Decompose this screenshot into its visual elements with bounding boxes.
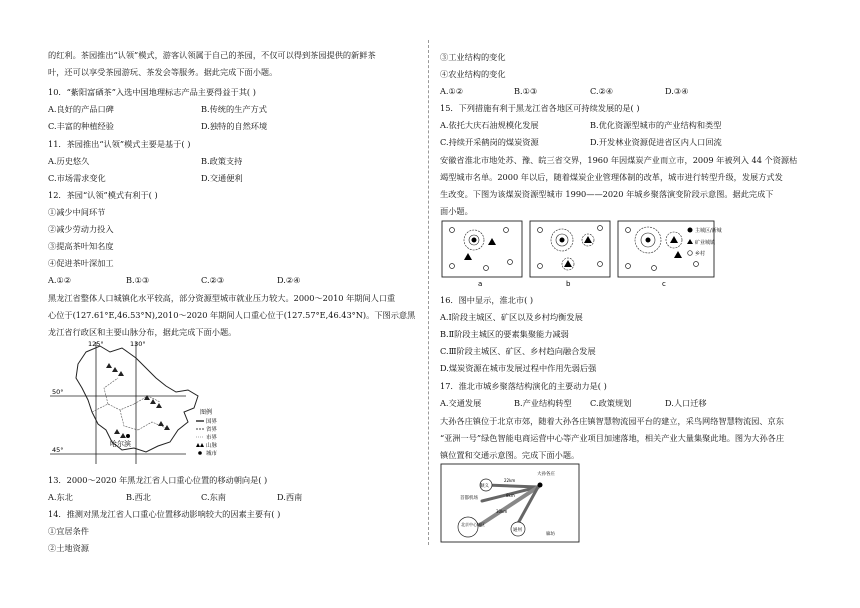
q11-option-b[interactable]: B.政策支持 (201, 156, 243, 166)
lon-130-label: 130° (130, 340, 146, 348)
province-outline (76, 346, 198, 452)
q11-option-a[interactable]: A.历史悠久 (48, 156, 90, 166)
question-14: 14．推测对黑龙江省人口重心位置移动影响较大的因素主要有( ) (48, 509, 281, 519)
dasungezhuang-passage: “亚洲一号”绿色智能电商运营中心等产业项目加速落地，相关产业大量集聚此地。图为大孙各庄 (440, 433, 785, 443)
distance-label: 8km (506, 493, 515, 498)
legend-item: 市界 (206, 435, 218, 441)
huaibei-passage: 面小题。 (440, 206, 473, 216)
huaibei-passage: 安徽省淮北市地处苏、豫、皖三省交界，1960 年因煤炭产业而立市，2009 年被列入 44 个资源枯 (440, 155, 798, 165)
q10-option-b[interactable]: B.传统的生产方式 (201, 104, 267, 114)
question-17: 17．淮北市城乡聚落结构演化的主要动力是( ) (440, 381, 607, 391)
dasungezhuang-label: 大孙各庄 (537, 472, 555, 477)
q14-statement-3: ③工业结构的变化 (440, 52, 506, 62)
q11-option-d[interactable]: D.交通便利 (201, 173, 243, 183)
q17-option-c[interactable]: C.政策规划 (590, 398, 632, 408)
question-12: 12．茶园“认领”模式有利于( ) (48, 190, 158, 200)
question-11: 11．茶园推出“认领”模式主要是基于( ) (48, 139, 191, 149)
intro-text: 叶，还可以享受茶园游玩、茶发会等服务。据此完成下面小题。 (48, 67, 278, 77)
settlement-evolution-figure (440, 218, 722, 288)
q10-option-a[interactable]: A.良好的产品口碑 (48, 104, 114, 114)
dasungezhuang-location-map (440, 463, 580, 543)
q16-option-c[interactable]: C.Ⅲ阶段主城区、矿区、乡村趋向融合发展 (440, 346, 596, 356)
q17-option-a[interactable]: A.交通发展 (440, 398, 482, 408)
question-15: 15．下列措施有利于黑龙江省各地区可持续发展的是( ) (440, 103, 640, 113)
beijing-center-label: 北京中心城区 (461, 522, 485, 527)
q17-option-b[interactable]: B.产业结构转型 (514, 398, 572, 408)
q16-option-b[interactable]: B.Ⅱ阶段主城区的要素集聚能力减弱 (440, 329, 569, 339)
heilongjiang-passage: 黑龙江省整体人口城镇化水平较高，部分资源型城市就业压力较大。2000～2010 年期间人口重 (48, 293, 396, 303)
stage-a-label: a (478, 280, 483, 288)
lat-45-label: 45° (52, 446, 64, 454)
stage-a-panel (442, 221, 522, 288)
intro-text: 的红利。茶园推出“认领”模式，游客认领属于自己的茶园，不仅可以得到茶园提供的新鲜茶 (48, 50, 376, 60)
q16-option-d[interactable]: D.煤炭资源在城市发展过程中作用先弱后强 (440, 363, 597, 373)
stage-b-panel (530, 221, 610, 288)
stage-c-label: c (662, 280, 666, 288)
heilongjiang-passage: 心位于(127.61°E,46.53°N),2010～2020 年期间人口重心位于(127.57°E,46.43°N)。下图示意黑 (48, 310, 416, 320)
q12-option-b[interactable]: B.①③ (126, 275, 150, 285)
q11-option-c[interactable]: C.市场需求变化 (48, 173, 106, 183)
stage-c-panel (618, 221, 722, 288)
q14-option-a[interactable]: A.①② (440, 86, 464, 96)
question-16: 16．图中显示，淮北市( ) (440, 295, 534, 305)
q15-option-b[interactable]: B.优化资源型城市的产业结构和类型 (590, 120, 722, 130)
dasungezhuang-passage: 大孙各庄镇位于北京市郊，随着大孙各庄镇智慧物流园平台的建立，采鸟网络智慧物流园、京东 (440, 416, 784, 426)
legend-item: 城市 (206, 451, 218, 457)
dasungezhuang-passage: 镇位置和交通示意图。完成下面小题。 (440, 450, 580, 460)
q14-option-d[interactable]: D.③④ (665, 86, 689, 96)
q17-option-d[interactable]: D.人口迁移 (665, 398, 707, 408)
distance-label: 30km (496, 509, 508, 514)
q14-statement-4: ④农业结构的变化 (440, 69, 506, 79)
question-13: 13．2000～2020 年黑龙江省人口重心位置的移动朝向是( ) (48, 475, 268, 485)
huaibei-passage: 竭型城市名单。2000 年以后，随着煤炭企业管理体制的改革，城市进行转型升级，发展方式发 (440, 172, 783, 182)
distance-label: 22km (504, 478, 516, 483)
stage-b-label: b (566, 280, 571, 288)
airport-label: 首都机场 (460, 496, 478, 501)
q12-statement-1: ①减少中间环节 (48, 207, 106, 217)
lat-50-label: 50° (52, 388, 64, 396)
harbin-city-dot (126, 434, 130, 438)
q13-option-d[interactable]: D.西南 (277, 492, 303, 502)
legend-item: 矿业城镇 (695, 240, 716, 246)
q12-option-a[interactable]: A.①② (48, 275, 72, 285)
harbin-label: 哈尔滨 (110, 440, 131, 448)
q13-option-c[interactable]: C.东南 (201, 492, 226, 502)
tongzhou-label: 通州 (513, 528, 522, 533)
legend-item: 乡村 (695, 251, 706, 257)
map-legend (196, 408, 218, 457)
q13-option-b[interactable]: B.西北 (126, 492, 151, 502)
q14-option-b[interactable]: B.①③ (514, 86, 538, 96)
heilongjiang-map (48, 338, 233, 466)
shunyi-label: 顺义 (480, 484, 489, 489)
legend-title: 图例 (200, 409, 213, 416)
q15-option-d[interactable]: D.开发林业资源促进省区内人口回流 (590, 137, 722, 147)
q12-statement-2: ②减少劳动力投入 (48, 224, 114, 234)
q13-option-a[interactable]: A.东北 (48, 492, 73, 502)
q14-statement-1: ①宜居条件 (48, 526, 89, 536)
q14-statement-2: ②土地资源 (48, 543, 89, 553)
question-10: 10．“紫阳富硒茶”入选中国地理标志产品主要得益于其( ) (48, 87, 256, 97)
langfang-label: 廊坊 (546, 532, 555, 537)
q12-statement-4: ④促进茶叶深加工 (48, 258, 114, 268)
legend-item: 山脉 (206, 443, 218, 449)
q12-option-d[interactable]: D.②④ (277, 275, 301, 285)
legend-item: 省界 (206, 427, 218, 433)
q16-option-a[interactable]: A.Ⅰ阶段主城区、矿区以及乡村均衡发展 (440, 312, 583, 322)
q10-option-c[interactable]: C.丰富的种植经验 (48, 121, 114, 131)
q12-statement-3: ③提高茶叶知名度 (48, 241, 114, 251)
legend-item: 国界 (206, 419, 218, 425)
q10-option-d[interactable]: D.独特的自然环境 (201, 121, 268, 131)
q15-option-c[interactable]: C.持续开采鹤岗的煤炭资源 (440, 137, 539, 147)
q14-option-c[interactable]: C.②④ (590, 86, 614, 96)
lon-125-label: 125° (88, 340, 104, 348)
huaibei-passage: 生改变。下图为该煤炭资源型城市 1990——2020 年城乡聚落演变阶段示意图。据此完成下 (440, 189, 774, 199)
column-divider (428, 40, 429, 545)
legend-item: 主城区/新城 (695, 228, 722, 234)
q12-option-c[interactable]: C.②③ (201, 275, 225, 285)
q15-option-a[interactable]: A.依托大庆石油规模化发展 (440, 120, 539, 130)
heilongjiang-passage: 龙江省行政区和主要山脉分布，据此完成下面小题。 (48, 327, 237, 337)
